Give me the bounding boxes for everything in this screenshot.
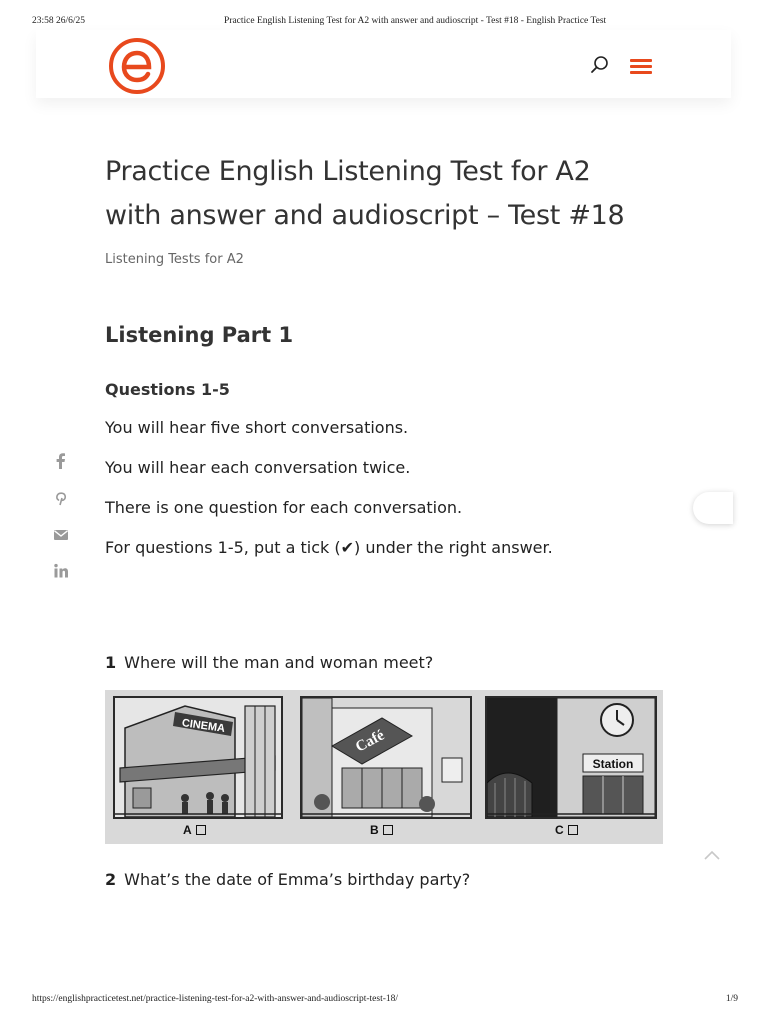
instruction-line: There is one question for each conversation. <box>105 498 463 517</box>
pinterest-icon[interactable] <box>52 489 70 507</box>
cafe-sign: Café <box>353 727 388 756</box>
site-header <box>36 30 731 98</box>
print-timestamp: 23:58 26/6/25 <box>32 16 86 26</box>
questions-heading: Questions 1-5 <box>105 380 230 399</box>
page-title <box>105 150 705 238</box>
page-title-line2: with answer and audioscript – Test #18 <box>105 200 625 231</box>
page-title-line1: Practice English Listening Test for A2 <box>105 156 591 187</box>
option-letter: B <box>370 823 379 837</box>
option-letter: C <box>555 823 564 837</box>
station-illustration <box>487 698 655 817</box>
hamburger-menu-icon[interactable] <box>630 59 652 75</box>
instruction-line: You will hear each conversation twice. <box>105 458 411 477</box>
article <box>105 150 705 557</box>
option-a-label[interactable] <box>183 823 206 837</box>
tick-box[interactable] <box>196 825 206 835</box>
option-b-label[interactable] <box>370 823 393 837</box>
print-page-number: 1/9 <box>725 994 738 1004</box>
cafe-illustration <box>302 698 470 817</box>
picture-option-b <box>300 696 472 819</box>
print-url: https://englishpracticetest.net/practice-listening-test-for-a2-with-answer-and-audioscript-test-18/ <box>32 994 399 1004</box>
chevron-up-icon[interactable] <box>702 848 722 862</box>
linkedin-icon[interactable] <box>52 562 70 580</box>
question-1 <box>105 653 433 672</box>
cinema-illustration <box>115 698 281 817</box>
question-text: What’s the date of Emma’s birthday party? <box>124 870 471 889</box>
picture-option-c <box>485 696 657 819</box>
floating-toggle-button[interactable] <box>693 492 733 524</box>
question-number: 2 <box>105 870 117 889</box>
instruction-line: You will hear five short conversations. <box>105 418 409 437</box>
print-page-title: Practice English Listening Test for A2 with answer and audioscript - Test #18 - English Practice Test <box>224 16 607 26</box>
tick-box[interactable] <box>568 825 578 835</box>
email-icon[interactable] <box>52 526 70 544</box>
e-logo-icon[interactable] <box>108 37 166 95</box>
category-link[interactable]: Listening Tests for A2 <box>105 252 244 267</box>
question-2 <box>105 870 470 889</box>
station-sign: Station <box>592 757 634 771</box>
instruction-line: For questions 1-5, put a tick (✔) under the right answer. <box>105 538 553 557</box>
search-icon[interactable] <box>590 55 610 75</box>
answer-pictures <box>105 690 663 844</box>
question-text: Where will the man and woman meet? <box>124 653 434 672</box>
option-letter: A <box>183 823 192 837</box>
section-heading: Listening Part 1 <box>105 323 294 347</box>
cinema-sign: CINEMA <box>181 717 226 735</box>
picture-option-a <box>113 696 283 819</box>
option-c-label[interactable] <box>555 823 578 837</box>
question-number: 1 <box>105 653 117 672</box>
tick-box[interactable] <box>383 825 393 835</box>
facebook-icon[interactable] <box>52 452 70 470</box>
